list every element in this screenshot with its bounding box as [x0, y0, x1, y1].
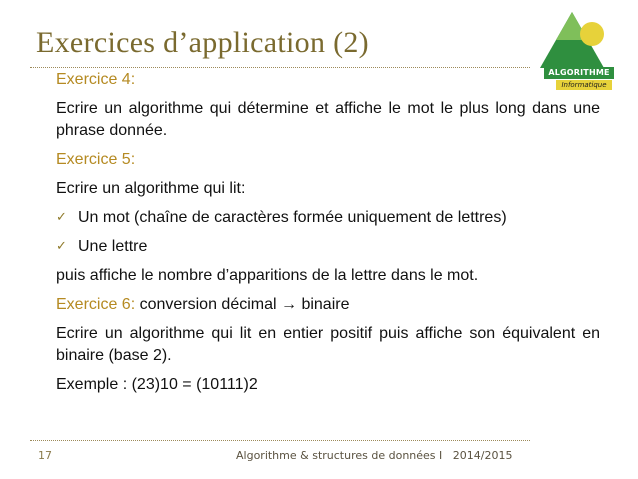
slide-title: Exercices d’application (2)	[36, 26, 369, 59]
exercise-5-intro: Ecrire un algorithme qui lit:	[56, 180, 246, 197]
exercise-4-heading: Exercice 4:	[56, 71, 136, 88]
course-name: Algorithme & structures de données I	[236, 449, 443, 462]
example-line: Exemple : (23)10 = (10111)2	[56, 376, 258, 393]
exercise-6-heading-line	[56, 294, 600, 316]
exercise-4-text: Ecrire un algorithme qui détermine et affiche le mot le plus long dans une phrase donnée.	[56, 100, 600, 139]
slide-content	[56, 69, 600, 403]
title-divider	[30, 67, 530, 68]
checkmark-icon: ✓	[56, 239, 67, 254]
exercise-6-topic-end: binaire	[301, 296, 350, 313]
exercise-5-outro: puis affiche le nombre d’apparitions de la lettre dans le mot.	[56, 267, 479, 284]
logo-name: ALGORITHME	[544, 67, 614, 79]
bullet-text: Une lettre	[78, 238, 148, 255]
academic-year: 2014/2015	[452, 449, 513, 462]
logo-sun	[580, 22, 604, 46]
checkmark-icon: ✓	[56, 210, 67, 225]
exercise-6-heading: Exercice 6:	[56, 296, 136, 313]
footer-info	[236, 449, 512, 462]
exercise-6-text: Ecrire un algorithme qui lit en entier positif puis affiche son équivalent en binaire (base 2).	[56, 325, 600, 364]
exercise-5-heading: Exercice 5:	[56, 151, 136, 168]
logo-subtitle: Informatique	[556, 80, 612, 90]
exercise-6-topic: conversion décimal	[139, 296, 277, 313]
bullet-item	[56, 236, 600, 258]
footer-divider	[30, 440, 530, 441]
arrow-icon: →	[281, 296, 297, 313]
bullet-text: Un mot (chaîne de caractères formée uniquement de lettres)	[78, 209, 507, 226]
page-number: 17	[38, 449, 52, 462]
bullet-item	[56, 207, 600, 229]
